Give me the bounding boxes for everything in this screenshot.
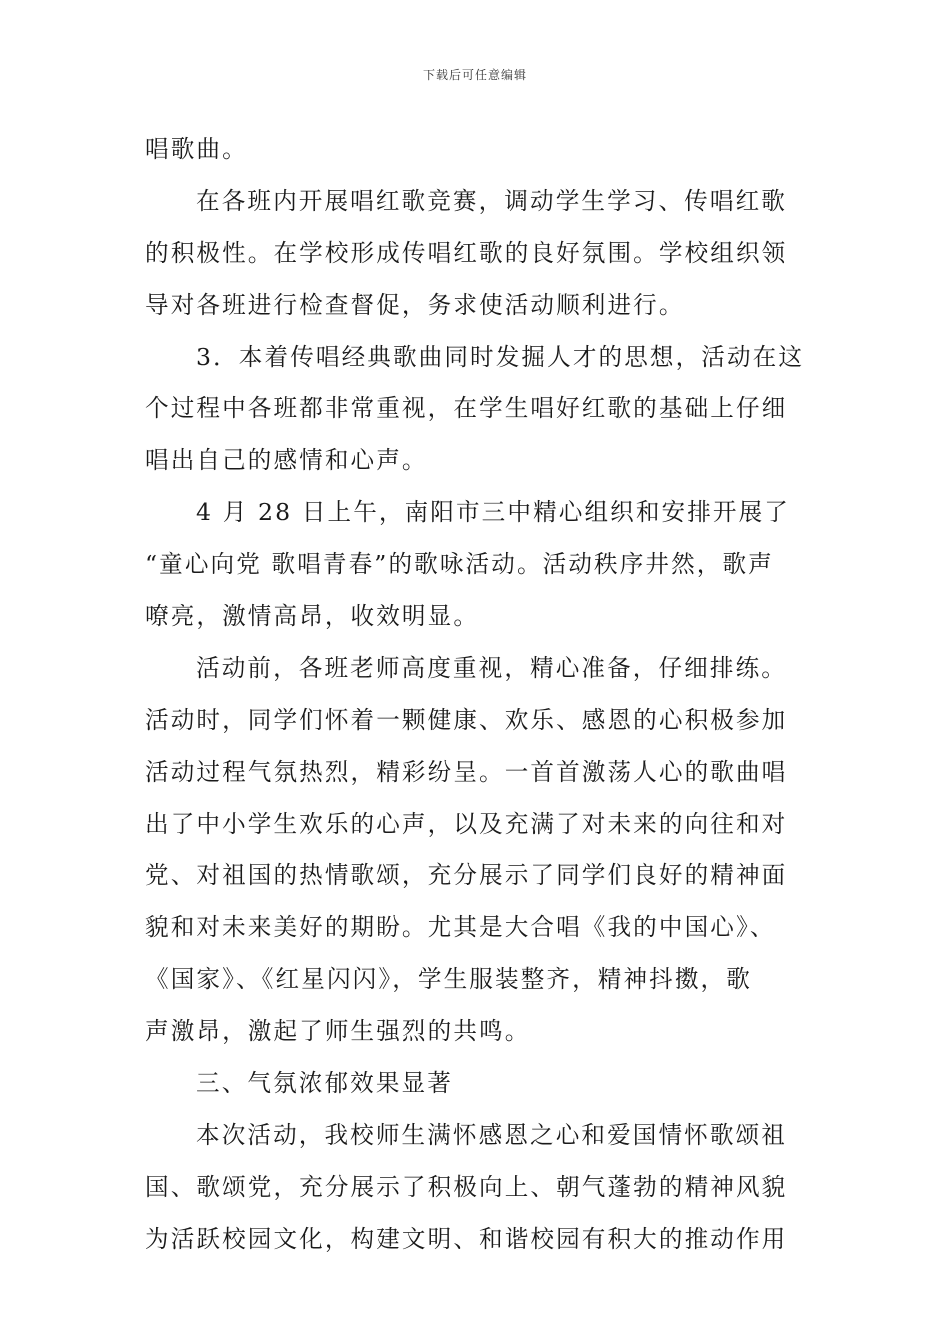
text-line-10: 嘹亮，激情高昂，收效明显。 bbox=[145, 602, 480, 631]
text-line-20: 本次活动，我校师生满怀感恩之心和爱国情怀歌颂祖 bbox=[196, 1120, 787, 1149]
text-line-12: 活动时，同学们怀着一颗健康、欢乐、感恩的心积极参加 bbox=[145, 705, 788, 734]
text-line-18: 声激昂，激起了师生强烈的共鸣。 bbox=[145, 1017, 531, 1046]
text-line-21: 国、歌颂党，充分展示了积极向上、朝气蓬勃的精神风貌 bbox=[145, 1172, 788, 1201]
document-body bbox=[145, 124, 809, 1266]
page-header: 下载后可任意编辑 bbox=[422, 68, 527, 82]
text-line-17: 《国家》、《红星闪闪》，学生服装整齐，精神抖擞，歌 bbox=[145, 965, 752, 994]
text-line-16: 貌和对未来美好的期盼。尤其是大合唱《我的中国心》、 bbox=[145, 913, 776, 942]
text-line-7: 唱出自己的感情和心声。 bbox=[145, 446, 428, 475]
text-line-13: 活动过程气氛热烈，精彩纷呈。一首首激荡人心的歌曲唱 bbox=[145, 757, 788, 786]
text-line-6: 个过程中各班都非常重视，在学生唱好红歌的基础上仔细 bbox=[145, 394, 788, 423]
text-line-2: 在各班内开展唱红歌竞赛，调动学生学习、传唱红歌 bbox=[196, 186, 787, 215]
text-line-4: 导对各班进行检查督促，务求使活动顺利进行。 bbox=[145, 290, 685, 319]
text-line-5: 3．本着传唱经典歌曲同时发掘人才的思想，活动在这 bbox=[196, 342, 805, 371]
text-line-9: “童心向党 歌唱青春”的歌咏活动。活动秩序井然，歌声 bbox=[145, 550, 774, 579]
text-line-8: 4 月 28 日上午，南阳市三中精心组织和安排开展了 bbox=[196, 498, 791, 527]
text-line-11: 活动前，各班老师高度重视，精心准备，仔细排练。 bbox=[196, 653, 787, 682]
text-line-22: 为活跃校园文化，构建文明、和谐校园有积大的推动作用 bbox=[145, 1224, 788, 1253]
text-line-14: 出了中小学生欢乐的心声，以及充满了对未来的向往和对 bbox=[145, 809, 788, 838]
text-line-3: 的积极性。在学校形成传唱红歌的良好氛围。学校组织领 bbox=[145, 238, 788, 267]
text-line-15: 党、对祖国的热情歌颂，充分展示了同学们良好的精神面 bbox=[145, 861, 788, 890]
section-heading: 三、气氛浓郁效果显著 bbox=[196, 1069, 453, 1098]
text-line-1: 唱歌曲。 bbox=[145, 135, 248, 163]
